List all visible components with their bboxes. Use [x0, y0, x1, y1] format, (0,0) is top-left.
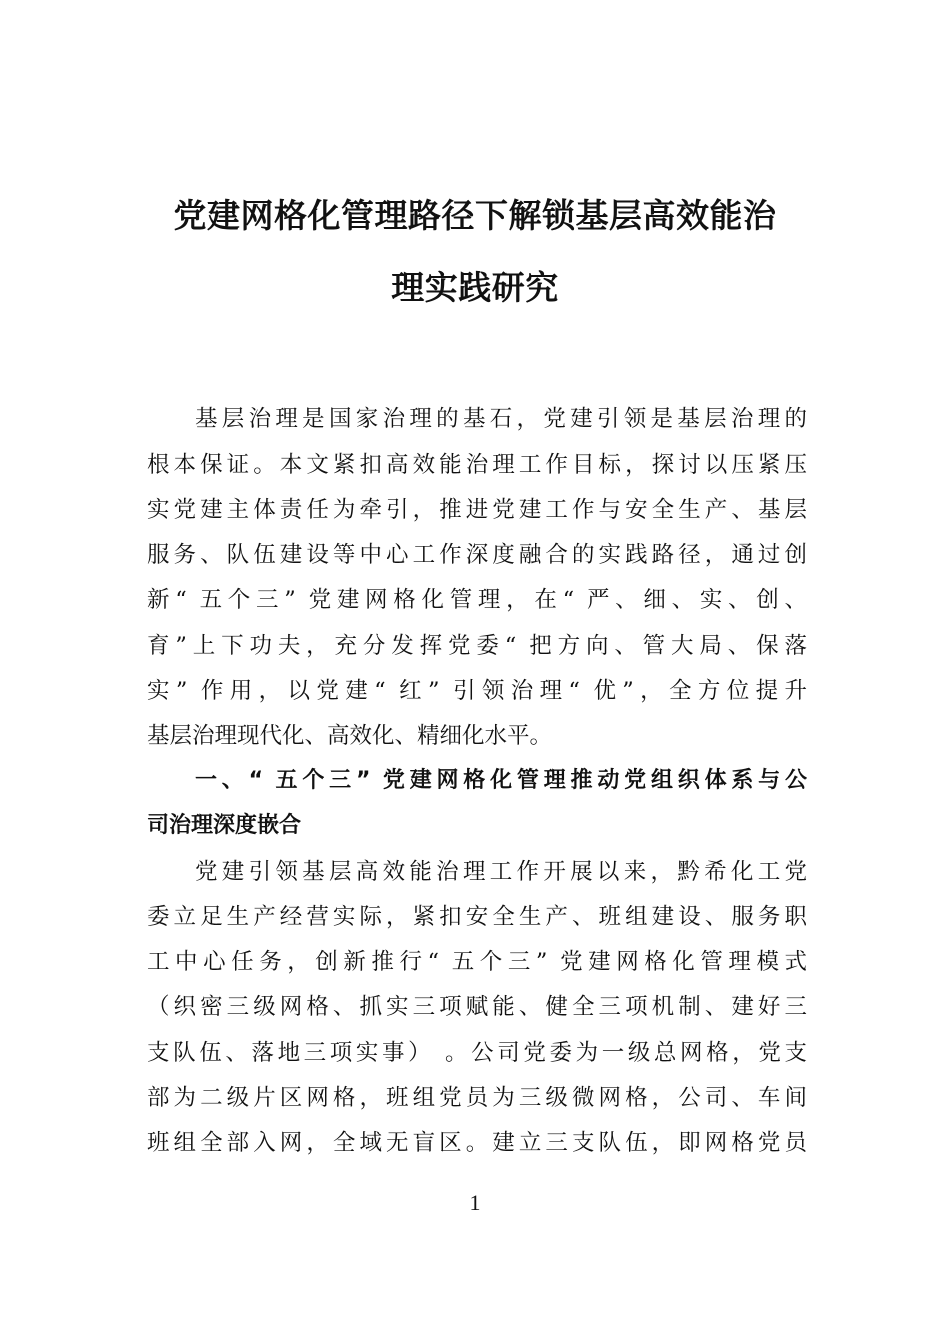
body-line: 党建引领基层高效能治理工作开展以来，黔希化工党	[195, 859, 807, 885]
section-heading-line: 司治理深度嵌合	[147, 813, 302, 838]
abstract-line: 基层治理现代化、高效化、精细化水平。	[147, 723, 553, 749]
abstract-line: 基层治理是国家治理的基石，党建引领是基层治理的	[195, 406, 807, 432]
document-title-line-1: 党建网格化管理路径下解锁基层高效能治	[173, 196, 777, 235]
page-number: 1	[469, 1190, 481, 1215]
body-line: 班组全部入网，全域无盲区。建立三支队伍，即网格党员	[147, 1130, 807, 1156]
section-heading-line: 一、“ 五个三” 党建网格化管理推动党组织体系与公	[195, 768, 807, 793]
body-line: （织密三级网格、抓实三项赋能、健全三项机制、建好三	[147, 994, 807, 1020]
document-title-line-2: 理实践研究	[391, 268, 559, 307]
body-line: 部为二级片区网格，班组党员为三级微网格，公司、车间	[147, 1085, 807, 1111]
body-line: 支队伍、落地三项实事） 。公司党委为一级总网格，党支	[147, 1040, 807, 1066]
body-line: 工中心任务，创新推行“ 五个三” 党建网格化管理模式	[147, 949, 807, 975]
abstract-line: 服务、队伍建设等中心工作深度融合的实践路径，通过创	[147, 542, 807, 568]
abstract-line: 新“ 五个三” 党建网格化管理，在“ 严、细、实、创、	[147, 587, 807, 613]
abstract-line: 根本保证。本文紧扣高效能治理工作目标，探讨以压紧压	[147, 452, 807, 478]
abstract-line: 实” 作用，以党建“ 红” 引领治理“ 优”，全方位提升	[147, 678, 807, 704]
abstract-line: 实党建主体责任为牵引，推进党建工作与安全生产、基层	[147, 497, 807, 523]
body-line: 委立足生产经营实际，紧扣安全生产、班组建设、服务职	[147, 904, 807, 930]
abstract-line: 育”上下功夫，充分发挥党委“ 把方向、管大局、保落	[147, 633, 807, 659]
